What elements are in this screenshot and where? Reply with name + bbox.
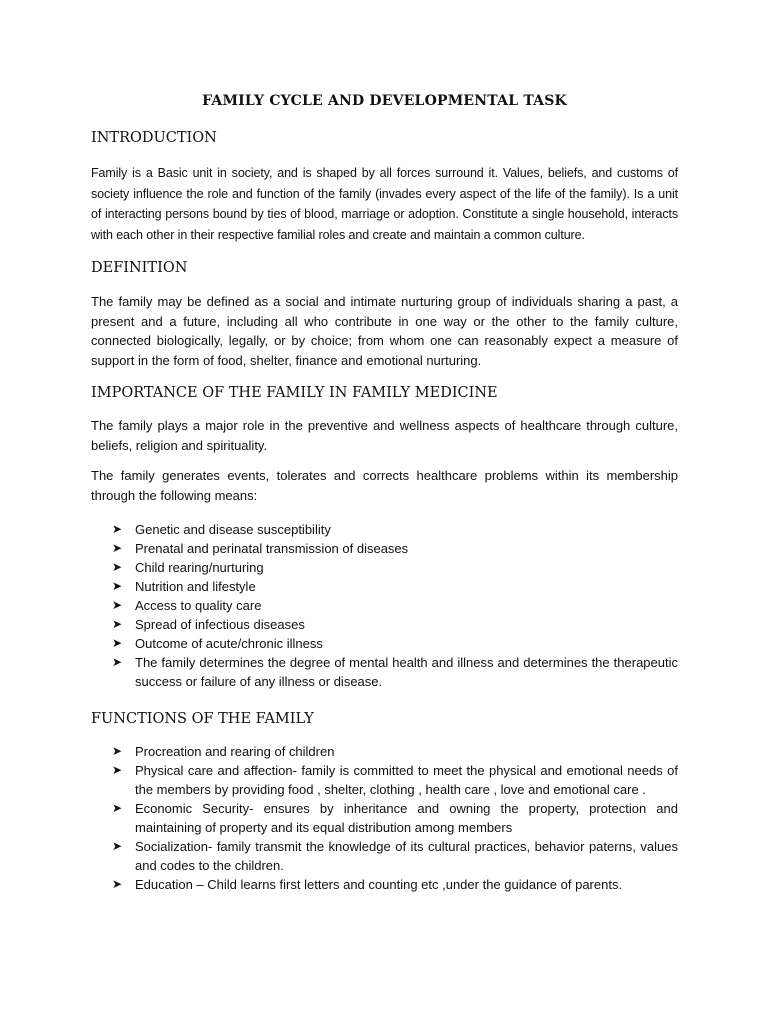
functions-list	[91, 742, 678, 894]
importance-paragraph-1: The family plays a major role in the preventive and wellness aspects of healthcare through culture, beliefs, religion and spirituality.	[91, 418, 678, 453]
arrow-bullet-icon: ➤	[112, 522, 123, 536]
list-item	[91, 596, 678, 615]
arrow-bullet-icon: ➤	[112, 636, 123, 650]
arrow-bullet-icon: ➤	[112, 877, 123, 891]
list-item	[91, 577, 678, 596]
importance-list	[91, 520, 678, 691]
arrow-bullet-icon: ➤	[112, 801, 123, 815]
list-item	[91, 761, 678, 799]
introduction-paragraph: Family is a Basic unit in society, and is shaped by all forces surround it. Values, beliefs, and customs of society influence the role and function of the family (invades every aspect of the life of the family). Is a unit of interacting persons bound by ties of blood, marriage or adoption. Constitute a single household, interacts with each other in their respective familial roles and create and maintain a common culture.	[91, 166, 678, 242]
document-page	[91, 0, 678, 1024]
list-item	[91, 520, 678, 539]
arrow-bullet-icon: ➤	[112, 617, 123, 631]
arrow-bullet-icon: ➤	[112, 763, 123, 777]
arrow-bullet-icon: ➤	[112, 598, 123, 612]
list-item	[91, 653, 678, 691]
arrow-bullet-icon: ➤	[112, 560, 123, 574]
arrow-bullet-icon: ➤	[112, 744, 123, 758]
list-item-text: The family determines the degree of mental health and illness and determines the therapeutic success or failure of any illness or disease.	[135, 655, 678, 689]
arrow-bullet-icon: ➤	[112, 541, 123, 555]
list-item-text: Child rearing/nurturing	[135, 560, 264, 575]
list-item	[91, 539, 678, 558]
introduction-heading: INTRODUCTION	[91, 130, 217, 146]
functions-heading: FUNCTIONS OF THE FAMILY	[91, 711, 314, 727]
definition-paragraph: The family may be defined as a social and intimate nurturing group of individuals sharing a past, a present and a future, including all who contribute in one way or the other to the family culture, connected biologically, legally, or by choice; from whom one can reasonably expect a measure of support in the form of food, shelter, finance and emotional nurturing.	[91, 294, 678, 368]
arrow-bullet-icon: ➤	[112, 839, 123, 853]
definition-heading: DEFINITION	[91, 260, 188, 276]
list-item	[91, 799, 678, 837]
list-item	[91, 742, 678, 761]
importance-heading: IMPORTANCE OF THE FAMILY IN FAMILY MEDICINE	[91, 385, 498, 401]
list-item-text: Economic Security- ensures by inheritance and owning the property, protection and maintaining of property and its equal distribution among members	[135, 801, 678, 835]
arrow-bullet-icon: ➤	[112, 655, 123, 669]
arrow-bullet-icon: ➤	[112, 579, 123, 593]
list-item-text: Access to quality care	[135, 598, 262, 613]
list-item-text: Spread of infectious diseases	[135, 617, 305, 632]
list-item	[91, 615, 678, 634]
list-item-text: Physical care and affection- family is committed to meet the physical and emotional needs of the members by providing food , shelter, clothing , health care , love and emotional care .	[135, 763, 678, 797]
importance-paragraph-2: The family generates events, tolerates and corrects healthcare problems within its membership through the following means:	[91, 468, 678, 503]
list-item	[91, 875, 678, 894]
list-item-text: Outcome of acute/chronic illness	[135, 636, 323, 651]
list-item-text: Nutrition and lifestyle	[135, 579, 256, 594]
list-item	[91, 634, 678, 653]
list-item-text: Genetic and disease susceptibility	[135, 522, 331, 537]
list-item-text: Procreation and rearing of children	[135, 744, 335, 759]
list-item	[91, 837, 678, 875]
list-item-text: Education – Child learns first letters and counting etc ,under the guidance of parents.	[135, 877, 623, 892]
list-item	[91, 558, 678, 577]
list-item-text: Prenatal and perinatal transmission of diseases	[135, 541, 409, 556]
document-title: FAMILY CYCLE AND DEVELOPMENTAL TASK	[202, 93, 567, 109]
list-item-text: Socialization- family transmit the knowledge of its cultural practices, behavior paterns, values and codes to the children.	[135, 839, 678, 873]
